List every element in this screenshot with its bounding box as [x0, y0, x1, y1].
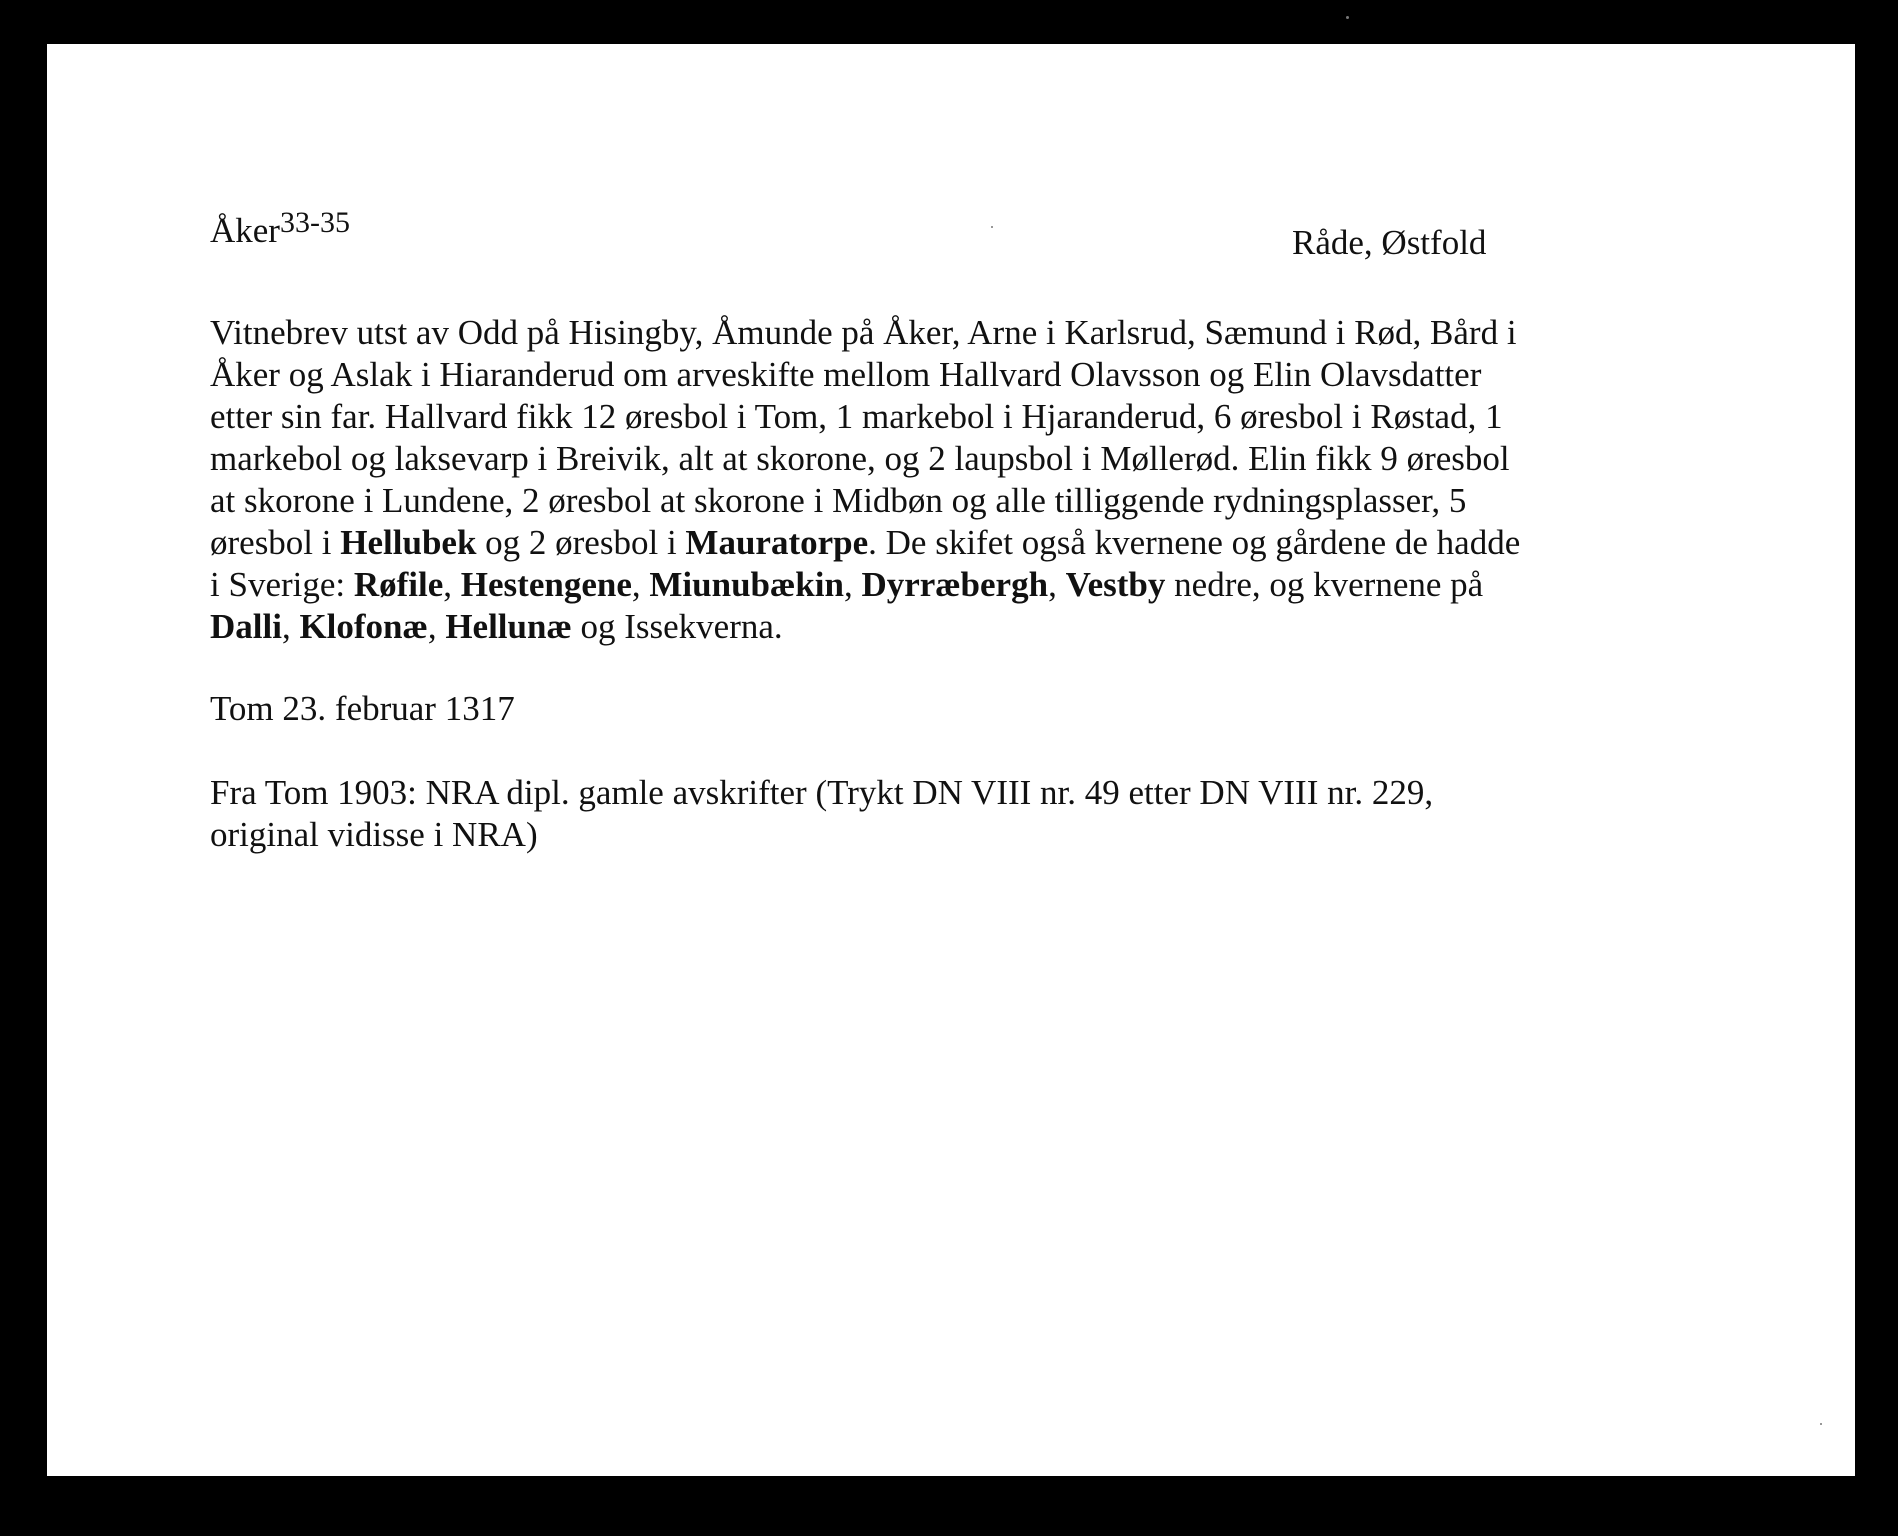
scan-speck: [1820, 1423, 1822, 1425]
paragraph-line: markebol og laksevarp i Breivik, alt at skorone, og 2 laupsbol i Møllerød. Elin fikk 9 øresbol: [210, 439, 1510, 478]
place-name-bold: Hellubek: [340, 523, 477, 562]
summary-paragraph: [210, 312, 1710, 648]
reference-number: 33-35: [279, 206, 350, 239]
scan-speck: [991, 226, 993, 228]
paragraph-line: øresbol i Hellubek og 2 øresbol i Mauratorpe. De skifet også kvernene og gårdene de hadde: [210, 523, 1521, 562]
place-name-bold: Mauratorpe: [685, 523, 869, 562]
place-name-bold: Røfile: [353, 565, 444, 604]
place-name-bold: Hellunæ: [445, 607, 572, 646]
place-name: Åker: [210, 211, 280, 250]
document-date: Tom 23. februar 1317: [210, 689, 515, 728]
source-line: original vidisse i NRA): [210, 815, 538, 854]
source-line: Fra Tom 1903: NRA dipl. gamle avskrifter (Trykt DN VIII nr. 49 etter DN VIII nr. 229,: [210, 773, 1434, 812]
header-location: Råde, Østfold: [1292, 223, 1487, 262]
paragraph-line: Åker og Aslak i Hiaranderud om arveskifte mellom Hallvard Olavsson og Elin Olavsdatter: [210, 355, 1482, 394]
scan-speck: [1346, 16, 1349, 19]
paragraph-line: i Sverige: Røfile, Hestengene, Miunubækin, Dyrræbergh, Vestby nedre, og kvernene på: [210, 565, 1484, 604]
place-name-bold: Klofonæ: [299, 607, 428, 646]
place-name-bold: Dyrræbergh: [861, 565, 1049, 604]
source-note: [210, 772, 1433, 856]
paragraph-line: Vitnebrev utst av Odd på Hisingby, Åmunde på Åker, Arne i Karlsrud, Sæmund i Rød, Bård i: [210, 313, 1517, 352]
header-place: [210, 206, 350, 254]
paragraph-line: etter sin far. Hallvard fikk 12 øresbol i Tom, 1 markebol i Hjaranderud, 6 øresbol i Røstad, 1: [210, 397, 1503, 436]
paragraph-line: at skorone i Lundene, 2 øresbol at skorone i Midbøn og alle tilliggende rydningsplasser, 5: [210, 481, 1467, 520]
place-name-bold: Hestengene: [460, 565, 632, 604]
place-name-bold: Miunubækin: [649, 565, 844, 604]
place-name-bold: Vestby: [1065, 565, 1166, 604]
document-card: [47, 44, 1855, 1476]
place-name-bold: Dalli: [210, 607, 282, 646]
paragraph-line: Dalli, Klofonæ, Hellunæ og Issekverna.: [210, 607, 783, 646]
